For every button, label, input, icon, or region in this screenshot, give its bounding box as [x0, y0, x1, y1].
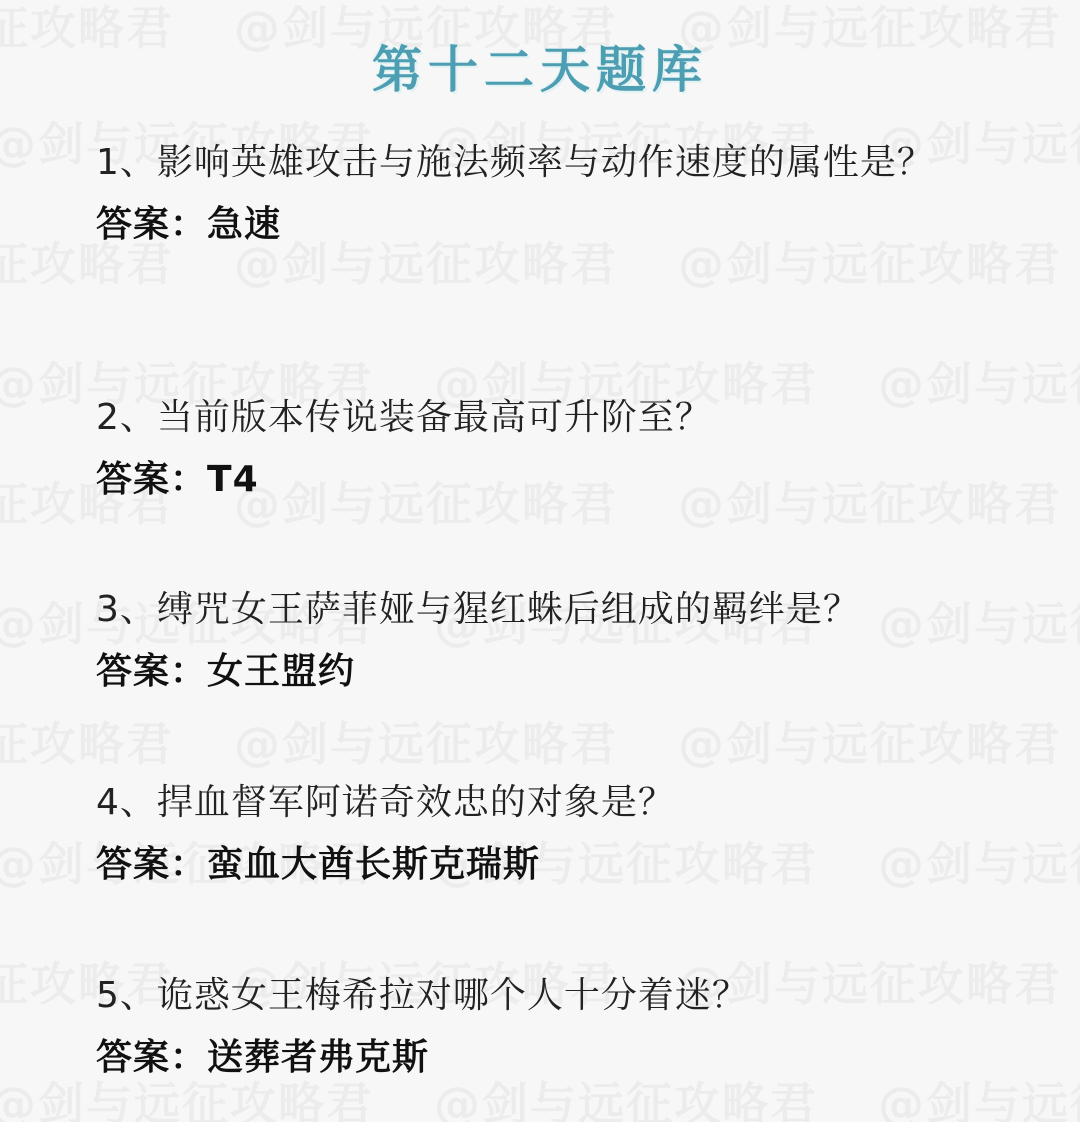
watermark-text [234, 708, 618, 774]
answer-text: 送葬者弗克斯 [207, 1037, 430, 1078]
answer-text: 急速 [207, 204, 282, 245]
answer-label: 答案： [96, 651, 208, 692]
question-text: 4、捍血督军阿诺奇效忠的对象是？ [96, 782, 675, 823]
answer-text: 蛮血大酋长斯克瑞斯 [207, 844, 541, 885]
answer-line [96, 641, 996, 703]
qa-item [96, 132, 996, 256]
qa-item [96, 772, 996, 896]
answer-label: 答案： [96, 1037, 208, 1078]
answer-label: 答案： [96, 204, 208, 245]
page-title: 第十二天题库 [372, 41, 708, 99]
question-text: 2、当前版本传说装备最高可升阶至？ [96, 397, 712, 438]
answer-text: 女王盟约 [207, 651, 356, 692]
answer-line [96, 834, 996, 896]
question-text: 5、诡惑女王梅希拉对哪个人十分着迷？ [96, 975, 749, 1016]
answer-text: T4 [207, 459, 259, 500]
answer-label: 答案： [96, 844, 208, 885]
qa-item [96, 579, 996, 703]
question-text: 3、缚咒女王萨菲娅与猩红蛛后组成的羁绊是？ [96, 589, 860, 630]
watermark-text [0, 708, 174, 774]
answer-label: 答案： [96, 459, 208, 500]
qa-item [96, 387, 996, 511]
watermark-row [0, 708, 1080, 774]
question-text: 1、影响英雄攻击与施法频率与动作速度的属性是？ [96, 142, 934, 183]
qa-item [96, 965, 996, 1089]
answer-line [96, 449, 996, 511]
watermark-text [678, 708, 1062, 774]
answer-line [96, 1027, 996, 1089]
answer-line [96, 194, 996, 256]
